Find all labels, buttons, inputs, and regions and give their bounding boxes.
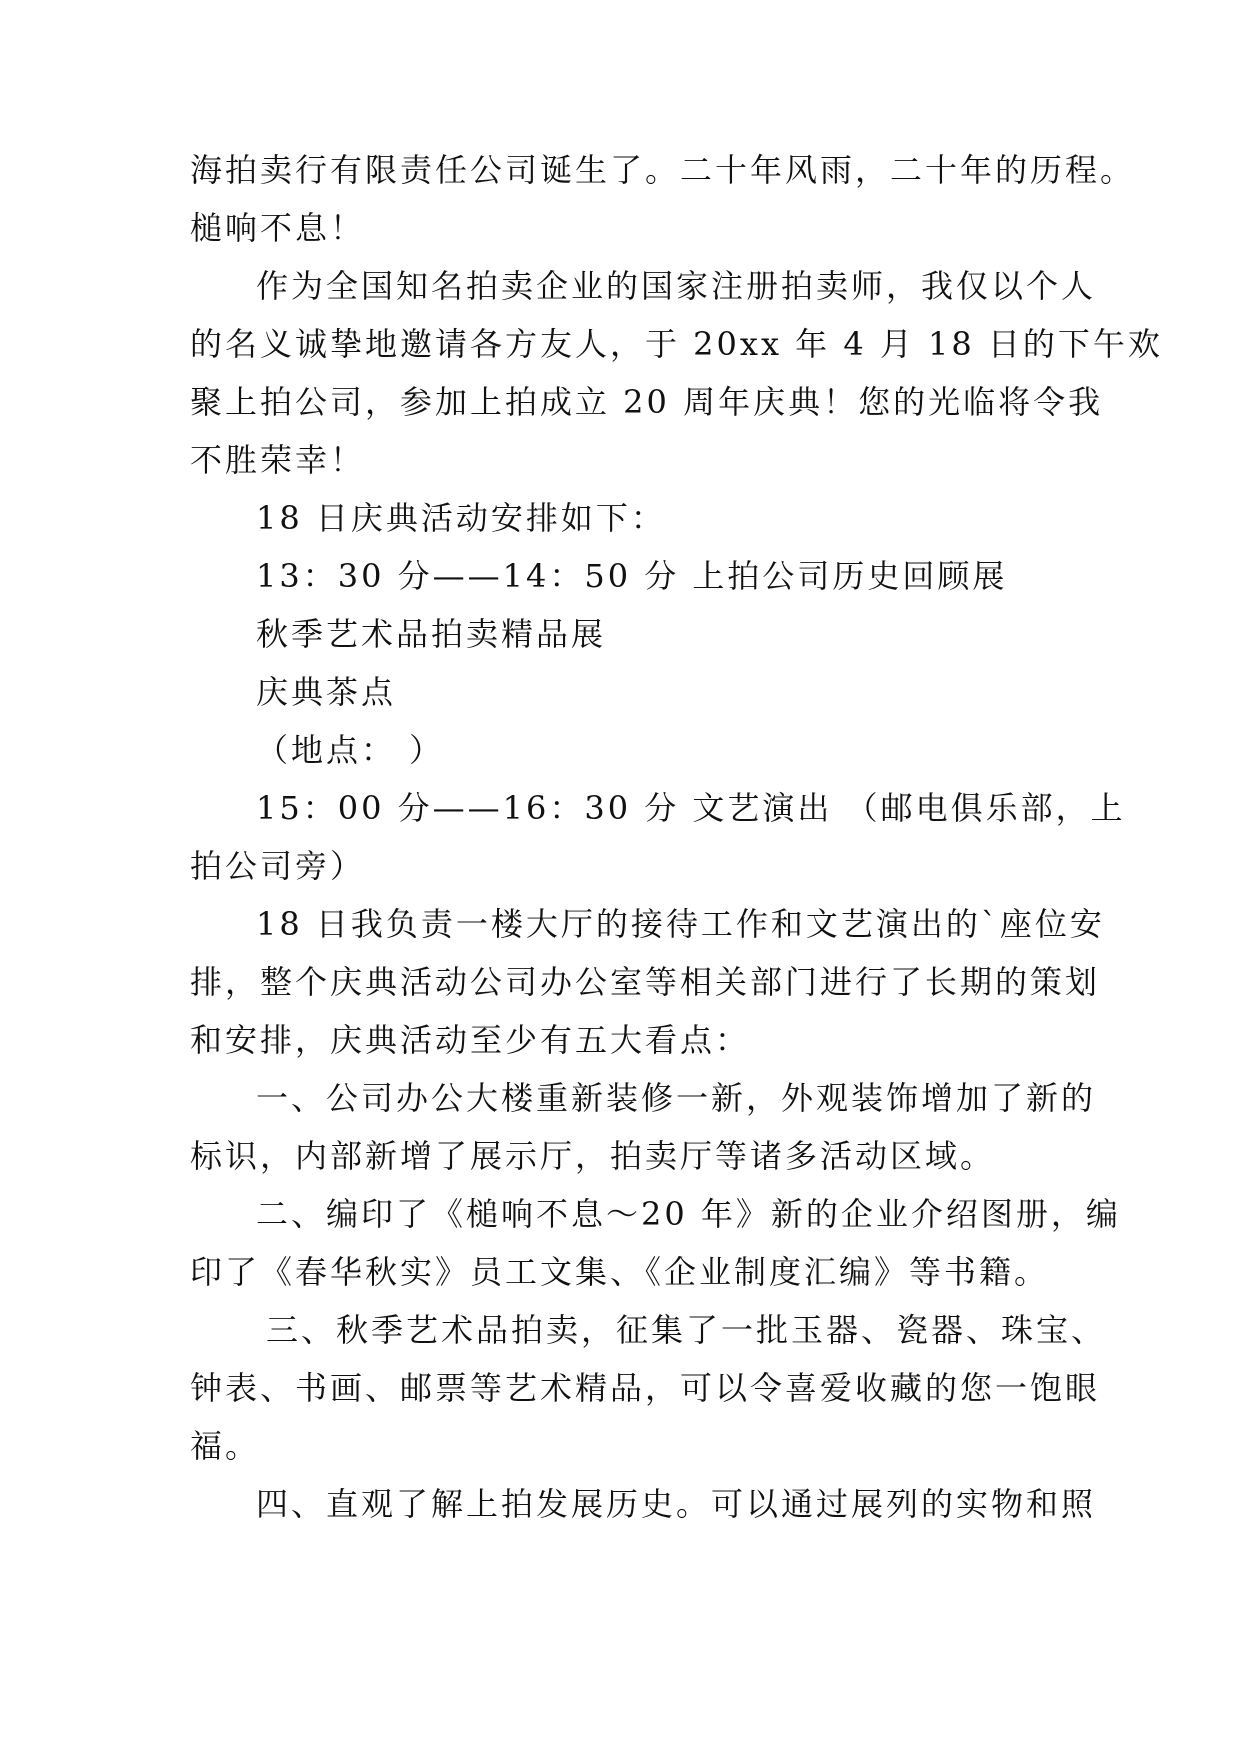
paragraph-line: 排，整个庆典活动公司办公室等相关部门进行了长期的策划 xyxy=(190,963,1101,1001)
paragraph-line: 海拍卖行有限责任公司诞生了。二十年风雨，二十年的历程。 xyxy=(190,151,1136,189)
schedule-line: （地点： ） xyxy=(256,731,445,769)
paragraph-line: 四、直观了解上拍发展历史。可以通过展列的实物和照 xyxy=(256,1485,1097,1523)
paragraph-line: 18 日我负责一楼大厅的接待工作和文艺演出的`座位安 xyxy=(256,905,1105,943)
schedule-line: 拍公司旁） xyxy=(190,847,366,885)
paragraph-line: 18 日庆典活动安排如下： xyxy=(256,499,666,537)
schedule-line: 13：30 分——14：50 分 上拍公司历史回顾展 xyxy=(256,557,1008,595)
paragraph-line: 作为全国知名拍卖企业的国家注册拍卖师，我仅以个人 xyxy=(256,267,1097,305)
paragraph-line: 聚上拍公司，参加上拍成立 20 周年庆典！您的光临将令我 xyxy=(190,383,1104,421)
paragraph-line: 一、公司办公大楼重新装修一新，外观装饰增加了新的 xyxy=(256,1079,1097,1117)
paragraph-line: 槌响不息！ xyxy=(190,209,366,247)
paragraph-line: 钟表、书画、邮票等艺术精品，可以令喜爱收藏的您一饱眼 xyxy=(190,1369,1101,1407)
paragraph-line: 标识，内部新增了展示厅，拍卖厅等诸多活动区域。 xyxy=(190,1137,996,1175)
schedule-line: 庆典茶点 xyxy=(256,673,397,711)
paragraph-line: 印了《春华秋实》员工文集、《企业制度汇编》等书籍。 xyxy=(190,1253,1050,1291)
paragraph-line: 的名义诚挚地邀请各方友人，于 20xx 年 4 月 18 日的下午欢 xyxy=(190,325,1163,363)
paragraph-line: 不胜荣幸！ xyxy=(190,441,366,479)
paragraph-line: 福。 xyxy=(190,1427,261,1465)
paragraph-line: 和安排，庆典活动至少有五大看点： xyxy=(190,1021,751,1059)
schedule-line: 秋季艺术品拍卖精品展 xyxy=(256,615,607,653)
schedule-line: 15：00 分——16：30 分 文艺演出 （邮电俱乐部，上 xyxy=(256,789,1126,827)
paragraph-line: 二、编印了《槌响不息～20 年》新的企业介绍图册，编 xyxy=(256,1195,1121,1233)
paragraph-line: 三、秋季艺术品拍卖，征集了一批玉器、瓷器、珠宝、 xyxy=(266,1311,1107,1349)
